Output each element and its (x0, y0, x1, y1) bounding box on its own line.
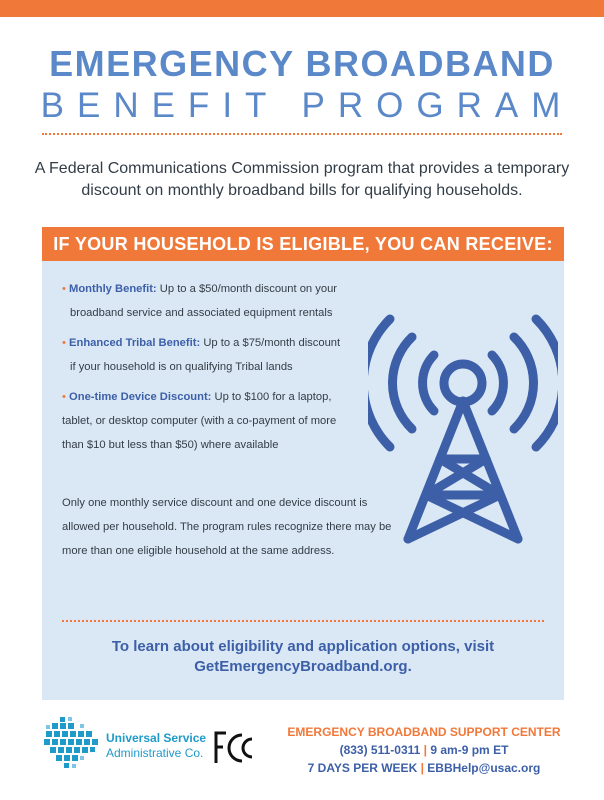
benefit-name: Monthly Benefit: (69, 283, 157, 295)
separator: | (420, 761, 424, 775)
benefit-item-monthly (62, 277, 392, 325)
broadcast-tower-icon (368, 311, 558, 551)
top-accent-bar (0, 0, 604, 17)
separator: | (423, 743, 428, 757)
divider-dotted-bottom (62, 620, 544, 622)
support-title: EMERGENCY BROADBAND SUPPORT CENTER (287, 725, 561, 739)
benefit-text: broadband service and associated equipment rentals (70, 307, 333, 319)
intro-text: A Federal Communications Commission program that provides a temporary discount on monthly broadband bills for qualifying households. (34, 160, 570, 199)
bullet: • (62, 391, 70, 403)
bullet: • (62, 283, 70, 295)
benefits-list (62, 277, 392, 463)
benefit-text: if your household is on qualifying Tribal lands (70, 361, 293, 373)
benefit-text: Up to a $50/month discount on your (159, 283, 338, 295)
benefit-item-tribal (62, 331, 392, 379)
benefit-text: Up to a $75/month discount (203, 337, 341, 349)
page-title-line1: EMERGENCY BROADBAND (49, 43, 555, 84)
support-phone-line (276, 741, 572, 759)
support-phone[interactable]: (833) 511-0311 (339, 743, 421, 757)
fcc-logo-icon (212, 729, 258, 767)
usac-logo-icon (44, 717, 100, 773)
support-email[interactable]: EBBHelp@usac.org (427, 761, 541, 775)
cta-link[interactable]: GetEmergencyBroadband.org. (194, 658, 412, 675)
benefit-text: Up to $100 for a laptop, (214, 391, 332, 403)
benefit-text: than $10 but less than $50) where available (62, 439, 279, 451)
cta-text (42, 637, 564, 677)
support-hours: 9 am-9 pm ET (430, 743, 509, 757)
page-title-line2: BENEFIT PROGRAM (40, 86, 574, 125)
eligibility-banner: IF YOUR HOUSEHOLD IS ELIGIBLE, YOU CAN RECEIVE: (42, 227, 564, 261)
benefit-item-device (62, 385, 392, 457)
benefit-name: One-time Device Discount: (69, 391, 212, 403)
household-note: Only one monthly service discount and one device discount is allowed per household. The program rules recognize there may be more than one eligible household at the same address. (62, 497, 392, 557)
usac-name-line1: Universal Service (106, 731, 207, 745)
support-center (276, 723, 572, 777)
benefits-panel (42, 261, 564, 700)
cta-line1: To learn about eligibility and application options, visit (111, 638, 495, 655)
divider-dotted-top (42, 133, 562, 135)
benefit-text: tablet, or desktop computer (with a co-payment of more (62, 415, 337, 427)
usac-logo-text (106, 731, 206, 761)
support-days: 7 DAYS PER WEEK (307, 761, 418, 775)
bullet: • (62, 337, 70, 349)
support-email-line (276, 759, 572, 777)
benefit-name: Enhanced Tribal Benefit: (69, 337, 201, 349)
usac-name-line2: Administrative Co. (106, 746, 204, 760)
